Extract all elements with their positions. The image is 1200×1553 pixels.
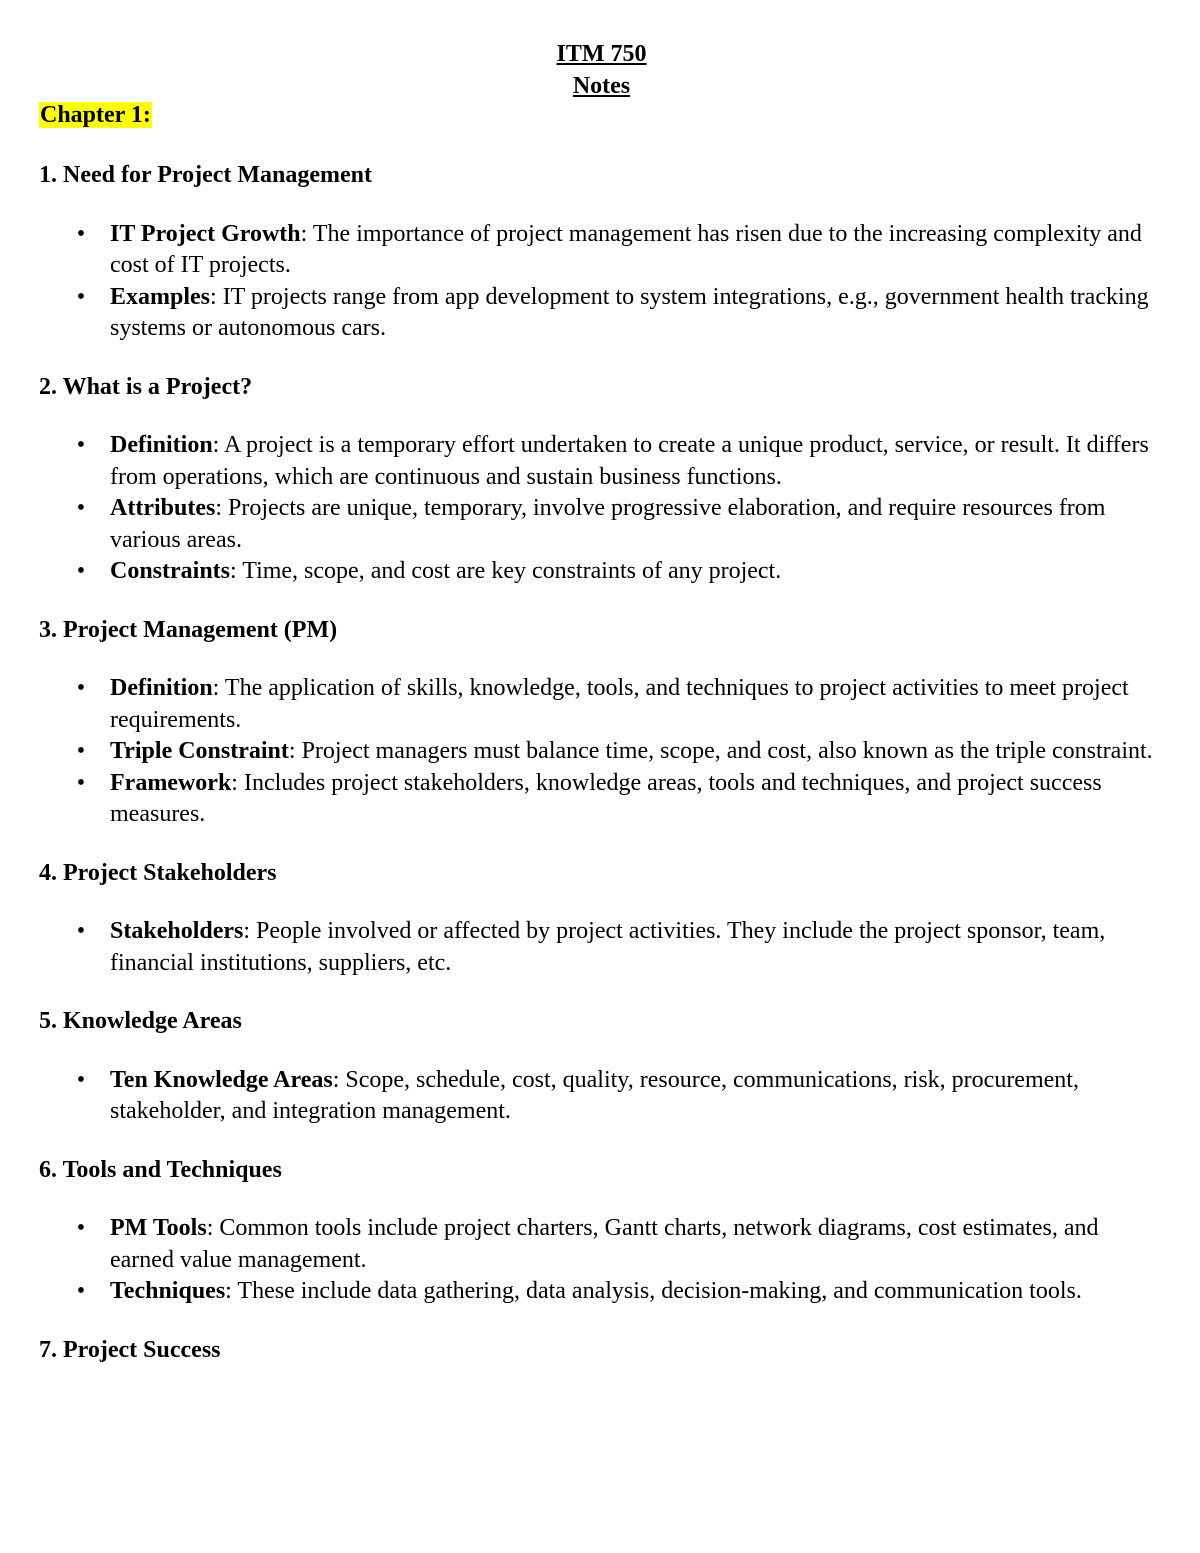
bullet-point-icon: • xyxy=(76,283,86,310)
bullet-text: Time, scope, and cost are key constraints of any project. xyxy=(236,558,782,584)
bullet-text: Project managers must balance time, scope, and cost, also known as the triple constraint. xyxy=(295,738,1153,764)
bullet-point-icon: • xyxy=(76,918,86,944)
bullet-item xyxy=(39,556,1164,588)
bullet-term: PM Tools xyxy=(110,1215,207,1241)
term-separator: : xyxy=(215,495,222,521)
bullet-item xyxy=(39,1065,1164,1128)
bullet-term: Definition xyxy=(110,675,213,701)
bullet-point-icon: • xyxy=(76,558,86,584)
bullet-term: Stakeholders xyxy=(110,918,244,944)
chapter-label: Chapter 1: xyxy=(40,102,151,128)
section-title: 7. Project Success xyxy=(39,1336,221,1363)
section-title: 5. Knowledge Areas xyxy=(39,1008,242,1034)
bullet-term: Attributes xyxy=(110,495,216,521)
term-separator: : xyxy=(210,283,217,310)
term-separator: : xyxy=(230,558,237,584)
term-separator: : xyxy=(300,220,308,247)
bullet-text: The importance of project management has risen due to the increasing complexity and cost of IT projects. xyxy=(110,220,1142,278)
term-separator: : xyxy=(212,675,220,701)
bullet-term: Constraints xyxy=(110,558,231,584)
bullet-item xyxy=(39,916,1164,979)
notes-section xyxy=(39,1155,1164,1308)
section-title: 6. Tools and Techniques xyxy=(39,1156,282,1183)
bullet-text: Includes project stakeholders, knowledge areas, tools and techniques, and project success measures. xyxy=(110,769,1102,827)
bullet-item xyxy=(39,673,1164,736)
bullet-point-icon: • xyxy=(76,1066,86,1093)
bullet-list xyxy=(39,673,1164,831)
bullet-item xyxy=(39,1276,1164,1308)
notes-section xyxy=(39,1335,1164,1367)
term-separator: : xyxy=(332,1066,340,1093)
bullet-text: These include data gathering, data analysis, decision-making, and communication tools. xyxy=(231,1278,1082,1304)
notes-section xyxy=(39,1006,1164,1128)
bullet-item xyxy=(39,768,1164,831)
bullet-item xyxy=(39,736,1164,768)
bullet-item xyxy=(39,219,1164,282)
term-separator: : xyxy=(288,738,296,764)
notes-section xyxy=(39,372,1164,588)
bullet-point-icon: • xyxy=(76,675,86,701)
bullet-item xyxy=(39,430,1164,493)
term-separator: : xyxy=(243,918,251,944)
bullet-item xyxy=(39,493,1164,556)
bullet-term: Triple Constraint xyxy=(110,738,289,764)
bullet-list xyxy=(39,1065,1164,1128)
notes-content xyxy=(39,160,1164,1393)
bullet-item xyxy=(39,1213,1164,1276)
section-title: 1. Need for Project Management xyxy=(39,162,372,188)
notes-section xyxy=(39,160,1164,345)
bullet-list xyxy=(39,1213,1164,1308)
bullet-point-icon: • xyxy=(76,220,86,247)
bullet-point-icon: • xyxy=(76,769,86,796)
term-separator: : xyxy=(206,1215,214,1241)
term-separator: : xyxy=(212,432,220,458)
document-header xyxy=(0,38,1200,102)
bullet-point-icon: • xyxy=(76,1278,86,1304)
notes-section xyxy=(39,615,1164,831)
bullet-term: Examples xyxy=(110,283,211,310)
bullet-text: Projects are unique, temporary, involve progressive elaboration, and require resources from various areas. xyxy=(110,495,1106,553)
bullet-text: Scope, schedule, cost, quality, resource, communications, risk, procurement, stakeholder, and integration management. xyxy=(110,1066,1079,1124)
term-separator: : xyxy=(231,769,238,796)
bullet-text: IT projects range from app development to system integrations, e.g., government health tracking systems or autonomous cars. xyxy=(110,283,1149,341)
bullet-term: Definition xyxy=(110,432,213,458)
bullet-term: Ten Knowledge Areas xyxy=(110,1066,333,1093)
bullet-item xyxy=(39,282,1164,345)
bullet-term: Framework xyxy=(110,769,232,796)
chapter-heading xyxy=(39,100,152,132)
course-title: ITM 750 xyxy=(556,41,647,67)
section-title: 2. What is a Project? xyxy=(39,373,253,400)
bullet-list xyxy=(39,430,1164,588)
term-separator: : xyxy=(225,1278,232,1304)
bullet-point-icon: • xyxy=(76,432,86,458)
bullet-text: The application of skills, knowledge, tools, and techniques to project activities to meet project requirements. xyxy=(110,675,1129,733)
bullet-term: Techniques xyxy=(110,1278,226,1304)
bullet-point-icon: • xyxy=(76,495,86,521)
bullet-text: Common tools include project charters, Gantt charts, network diagrams, cost estimates, and earned value management. xyxy=(110,1215,1099,1273)
bullet-list xyxy=(39,219,1164,345)
section-title: 3. Project Management (PM) xyxy=(39,616,338,643)
bullet-point-icon: • xyxy=(76,1215,86,1241)
bullet-list xyxy=(39,916,1164,979)
bullet-text: A project is a temporary effort undertaken to create a unique product, service, or result. It differs from operations, which are continuous and sustain business functions. xyxy=(110,432,1149,490)
bullet-term: IT Project Growth xyxy=(110,220,301,247)
bullet-text: People involved or affected by project activities. They include the project sponsor, team, financial institutions, suppliers, etc. xyxy=(110,918,1106,976)
notes-subtitle: Notes xyxy=(572,73,631,99)
section-title: 4. Project Stakeholders xyxy=(39,859,277,886)
notes-section xyxy=(39,858,1164,980)
bullet-point-icon: • xyxy=(76,738,86,764)
